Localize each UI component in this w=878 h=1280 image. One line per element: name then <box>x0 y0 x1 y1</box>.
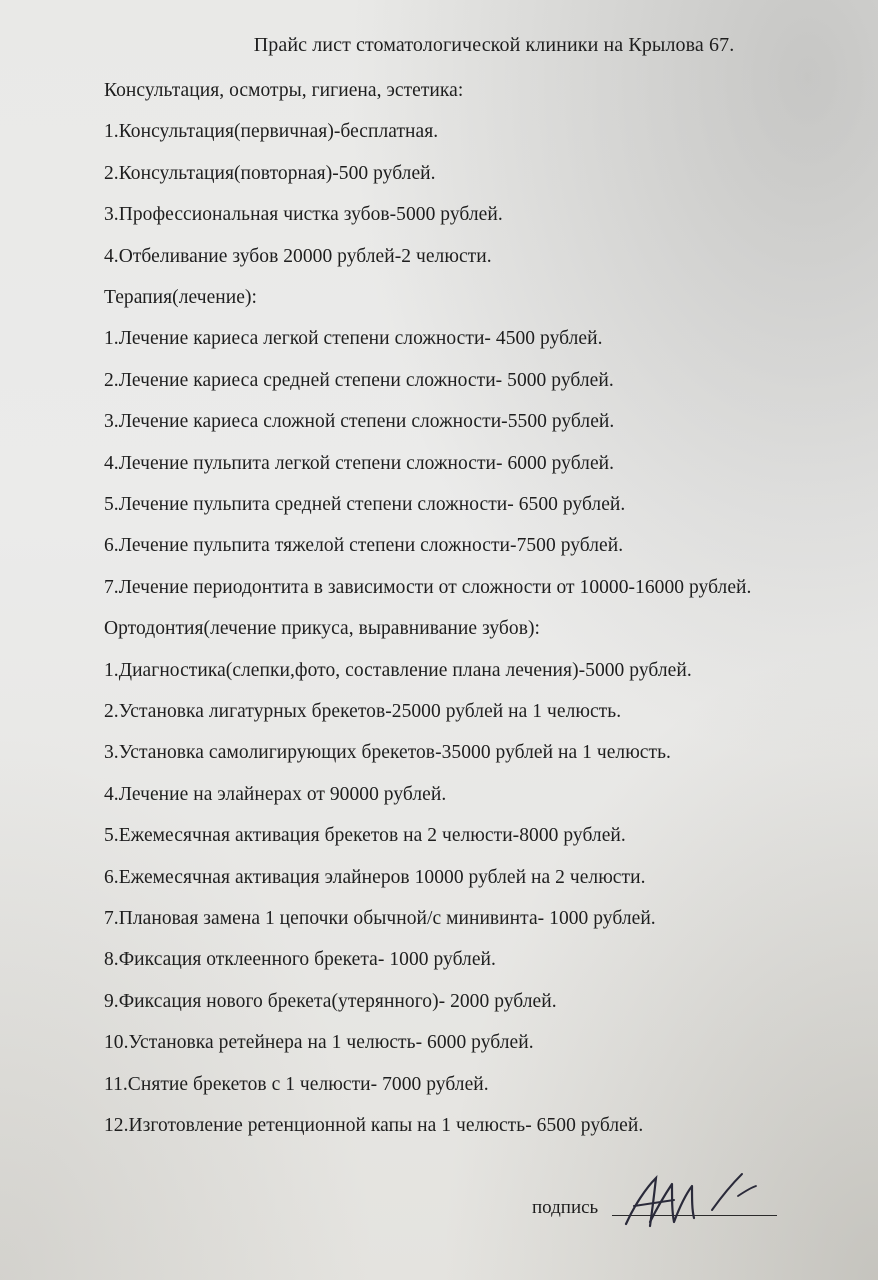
price-item: 4.Отбеливание зубов 20000 рублей-2 челюсти. <box>104 245 492 267</box>
price-item: 1.Лечение кариеса легкой степени сложности- 4500 рублей. <box>104 328 603 350</box>
price-item: 7.Плановая замена 1 цепочки обычной/с минивинта- 1000 рублей. <box>104 908 656 929</box>
price-item: 9.Фиксация нового брекета(утерянного)- 2000 рублей. <box>104 990 557 1012</box>
price-item: 3.Установка самолигирующих брекетов-35000 рублей на 1 челюсть. <box>104 742 671 764</box>
handwritten-signature <box>620 1166 770 1236</box>
price-item: 5.Ежемесячная активация брекетов на 2 челюсти-8000 рублей. <box>104 825 626 847</box>
price-item: 11.Снятие брекетов с 1 челюсти- 7000 рублей. <box>104 1073 489 1095</box>
section-heading-therapy: Терапия(лечение): <box>104 287 257 308</box>
document-title: Прайс лист стоматологической клиники на Крылова 67. <box>253 34 735 56</box>
price-item: 1.Консультация(первичная)-бесплатная. <box>104 121 439 143</box>
price-item: 2.Установка лигатурных брекетов-25000 рублей на 1 челюсть. <box>104 701 622 722</box>
price-item: 6.Ежемесячная активация элайнеров 10000 рублей на 2 челюсти. <box>104 866 646 888</box>
price-item: 1.Диагностика(слепки,фото, составление плана лечения)-5000 рублей. <box>104 659 692 681</box>
price-item: 7.Лечение периодонтита в зависимости от сложности от 10000-16000 рублей. <box>104 576 752 598</box>
price-item: 5.Лечение пульпита средней степени сложности- 6500 рублей. <box>104 494 626 515</box>
price-item: 3.Лечение кариеса сложной степени сложности-5500 рублей. <box>104 411 615 433</box>
price-item: 12.Изготовление ретенционной капы на 1 челюсть- 6500 рублей. <box>104 1115 644 1136</box>
section-heading-orthodontics: Ортодонтия(лечение прикуса, выравнивание зубов): <box>104 618 540 640</box>
signature-block <box>532 1180 792 1240</box>
section-heading-consultation: Консультация, осмотры, гигиена, эстетика: <box>104 80 464 101</box>
price-item: 2.Лечение кариеса средней степени сложности- 5000 рублей. <box>104 369 614 391</box>
price-item: 6.Лечение пульпита тяжелой степени сложности-7500 рублей. <box>104 535 624 557</box>
price-item: 8.Фиксация отклеенного брекета- 1000 рублей. <box>104 949 496 971</box>
price-item: 4.Лечение пульпита легкой степени сложности- 6000 рублей. <box>104 452 615 474</box>
price-item: 4.Лечение на элайнерах от 90000 рублей. <box>104 783 447 805</box>
price-item: 2.Консультация(повторная)-500 рублей. <box>104 162 436 184</box>
signature-label: подпись <box>532 1197 599 1218</box>
price-item: 10.Установка ретейнера на 1 челюсть- 6000 рублей. <box>104 1032 534 1054</box>
price-item: 3.Профессиональная чистка зубов-5000 рублей. <box>104 204 503 226</box>
